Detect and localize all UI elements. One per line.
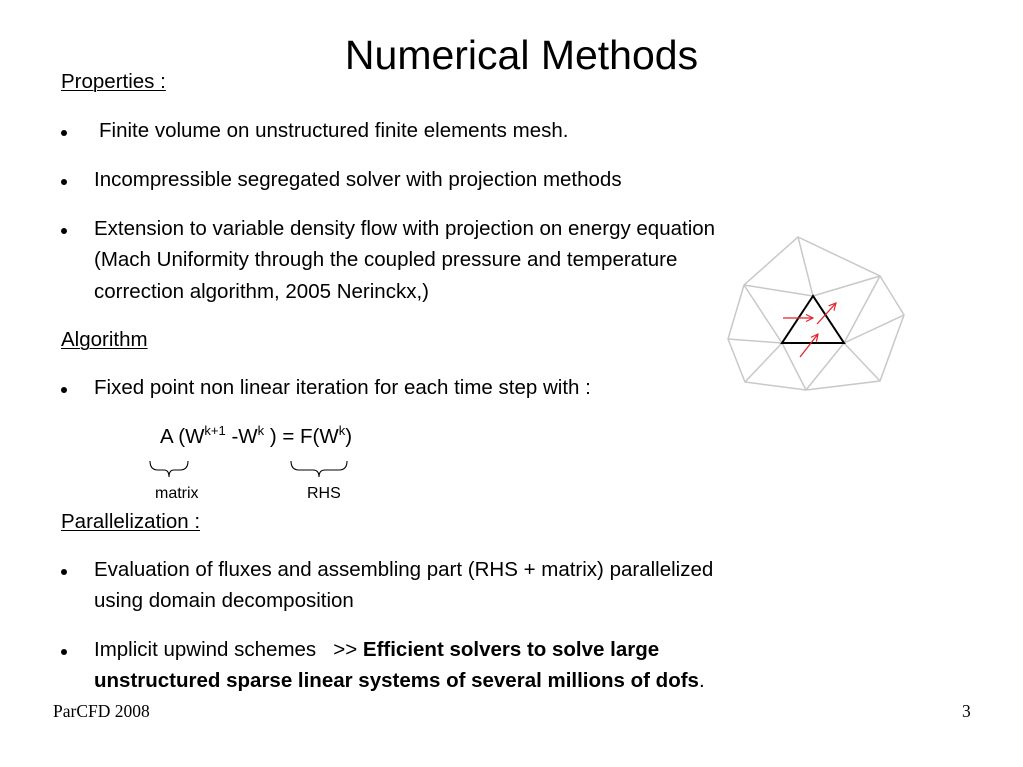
bullet-icon bbox=[61, 569, 67, 575]
page-number: 3 bbox=[962, 701, 971, 721]
equation-superscript-k-plus-1: k+1 bbox=[204, 423, 226, 438]
mesh-edge bbox=[844, 343, 880, 381]
bullet-icon bbox=[61, 649, 67, 655]
bullet-icon bbox=[61, 228, 67, 234]
mesh-edge bbox=[782, 343, 806, 390]
bullet-evaluation-line-2: using domain decomposition bbox=[94, 589, 354, 612]
mesh-edge bbox=[728, 339, 782, 343]
mesh-edge bbox=[745, 343, 782, 382]
mesh-diagram bbox=[728, 237, 904, 390]
matrix-label: matrix bbox=[155, 485, 199, 502]
control-volume-triangle bbox=[782, 296, 844, 343]
rhs-label: RHS bbox=[307, 485, 341, 502]
mesh-edge bbox=[813, 276, 880, 296]
mesh-edge bbox=[806, 343, 844, 390]
equation-superscript-k: k bbox=[257, 423, 265, 438]
algorithm-heading: Algorithm bbox=[61, 328, 148, 351]
bullet-incompressible-solver: Incompressible segregated solver with projection methods bbox=[94, 168, 622, 191]
footer-conference: ParCFD 2008 bbox=[53, 701, 150, 721]
equation-part-d: ) bbox=[345, 425, 353, 448]
mesh-edge bbox=[744, 285, 813, 296]
mesh-edge bbox=[798, 237, 813, 296]
parallelization-heading: Parallelization : bbox=[61, 510, 201, 533]
equation-part-a: A (W bbox=[160, 425, 205, 448]
bullet-icon bbox=[61, 130, 67, 136]
flux-arrow bbox=[800, 334, 818, 357]
mesh-boundary bbox=[728, 237, 904, 390]
bullet-variable-density-line-1: Extension to variable density flow with projection on energy equation bbox=[94, 217, 716, 240]
bullet-implicit-line-2 bbox=[94, 671, 705, 692]
implicit-schemes-text: Implicit upwind schemes >> bbox=[94, 638, 363, 661]
sparse-systems-text: unstructured sparse linear systems of several millions of dofs bbox=[94, 669, 699, 692]
matrix-brace bbox=[150, 461, 188, 477]
mesh-edge bbox=[844, 276, 880, 343]
equation-part-c: ) = F(W bbox=[264, 425, 339, 448]
bullet-icon bbox=[61, 387, 67, 393]
efficient-solvers-text: Efficient solvers to solve large bbox=[362, 638, 660, 661]
bullet-fixed-point-iteration: Fixed point non linear iteration for each time step with : bbox=[94, 376, 591, 399]
mesh-edge bbox=[844, 315, 904, 343]
properties-heading: Properties : bbox=[61, 70, 166, 93]
sentence-period: . bbox=[698, 669, 705, 692]
bullet-variable-density-line-3: correction algorithm, 2005 Nerinckx,) bbox=[94, 280, 429, 303]
equation-superscript-k: k bbox=[338, 423, 346, 438]
flux-arrow bbox=[817, 303, 836, 324]
slide-title: Numerical Methods bbox=[344, 32, 699, 78]
equation-part-b: -W bbox=[225, 425, 258, 448]
equation bbox=[160, 423, 353, 448]
bullet-implicit-line-1 bbox=[94, 640, 659, 661]
bullet-variable-density-line-2: (Mach Uniformity through the coupled pressure and temperature bbox=[94, 248, 678, 271]
bullet-evaluation-line-1: Evaluation of fluxes and assembling part (RHS + matrix) parallelized bbox=[94, 558, 714, 581]
mesh-edge bbox=[744, 285, 782, 343]
bullet-finite-volume: Finite volume on unstructured finite elements mesh. bbox=[99, 119, 569, 142]
bullet-icon bbox=[61, 179, 67, 185]
rhs-brace bbox=[291, 461, 347, 477]
